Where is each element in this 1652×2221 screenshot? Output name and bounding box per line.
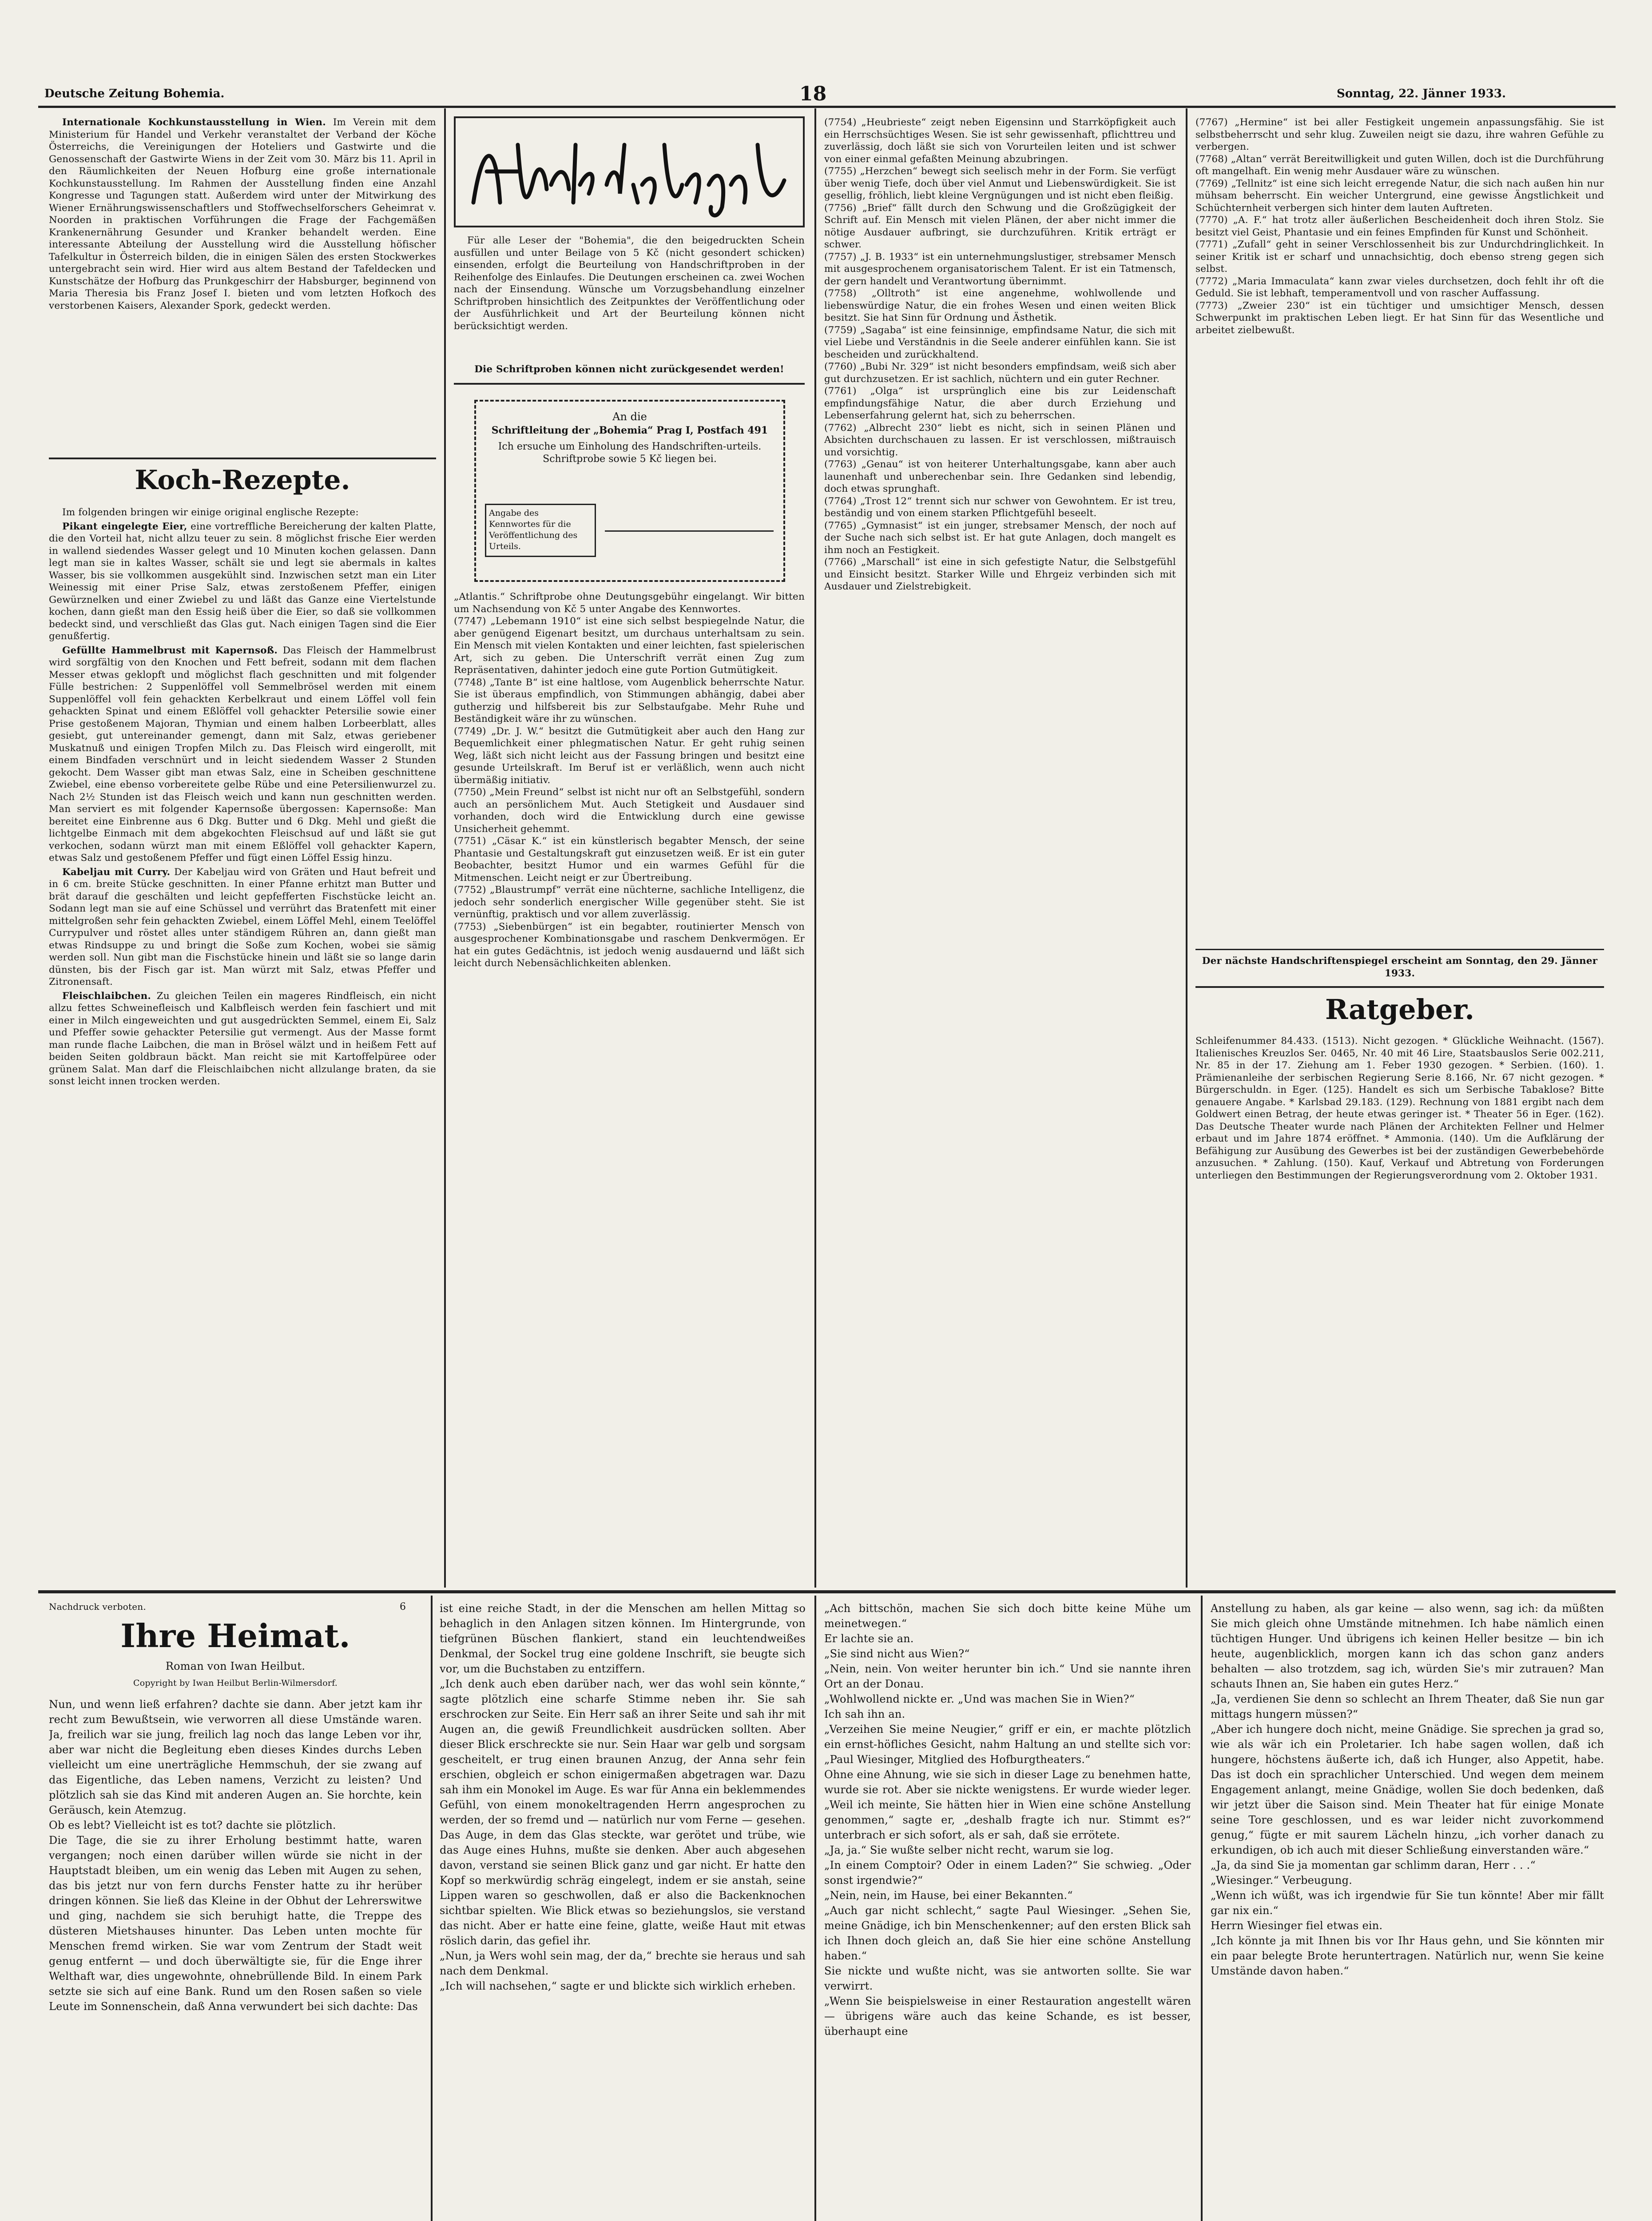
recipe-text: eine vortreffliche Bereicherung der kalten Platte, die den Vorteil hat, nicht allzu teuer zu sein. 8 möglichst frische Eier werden in wallend siedendes Wasser gelegt und 10 Minuten kochen gelassen. Dann legt man sie in kaltes Wasser, schält sie und legt sie abermals in kaltes Wasser, bis sie vollkommen ausgekühlt sind. Inzwischen setzt man ein Liter Weinessig mit einer Prise Salz, etwas zerstoßenem Pfeffer, einigen Gewürznelken und einer Zwiebel zu und läßt das Ganze eine Viertelstunde kochen, dann gießt man den Essig heiß über die Eier, so daß sie vollkommen bedeckt sind, und verschließt das Glas gut. Nach einigen Tagen sind die Eier genußfertig. bbox=[49, 521, 436, 642]
page-number: 18 bbox=[799, 83, 827, 105]
section-rule bbox=[454, 383, 805, 385]
header-date: Sonntag, 22. Jänner 1933. bbox=[1337, 87, 1506, 100]
novel-subtitle: Roman von Iwan Heilbut. bbox=[165, 1660, 306, 1672]
column-rule bbox=[1186, 108, 1187, 1588]
coupon-field-label: Angabe des Kennwortes für die Veröffentlichung des Urteils. bbox=[485, 504, 596, 557]
recipe-title: Fleischlaibchen. bbox=[62, 990, 151, 1002]
article-kochrezepte bbox=[49, 506, 436, 1586]
masthead-left: Deutsche Zeitung Bohemia. bbox=[44, 87, 225, 100]
column-rule bbox=[814, 1596, 816, 2221]
column-rule bbox=[814, 108, 816, 1588]
column-rule bbox=[1201, 1596, 1203, 2221]
section-rule bbox=[1195, 949, 1604, 950]
recipe-text: Zu gleichen Teilen ein mageres Rindfleisch, ein nicht allzu fettes Schweinefleisch und Kalbfleisch werden fein faschiert und mit einer in Milch eingeweichten und gut ausgedrückten Semmel, einem Ei, Salz und Pfeffer sowie gehackter Petersilie gut vermengt. Aus der Masse formt man runde flache Laibchen, die man in Brösel wälzt und in heißem Fett auf beiden Seiten goldbraun bäckt. Man reicht sie mit Kartoffelpüree oder grünem Salat. Man darf die Fleischlaibchen nicht allzulange braten, da sie sonst leicht innen trocken werden. bbox=[49, 990, 436, 1087]
article-lead: Internationale Kochkunstausstellung in Wien. bbox=[62, 117, 326, 128]
handschrift-intro bbox=[454, 235, 805, 359]
column-rule bbox=[431, 1596, 433, 2221]
section-rule bbox=[49, 458, 436, 459]
coupon-text: Ich ersuche um Einholung des Handschriften-urteils. Schriftprobe sowie 5 Kč liegen bei. bbox=[498, 441, 762, 465]
handschrift-intro-text: Für alle Leser der "Bohemia", die den beigedruckten Schein ausfüllen und unter Beilage von 5 Kč (nicht gesondert schicken) einsenden, erfolgt die Beurteilung von Handschriftproben in der Reihenfolge des Einlaufes. Die Deutungen erscheinen ca. zwei Wochen nach der Einsendung. Wünsche um Vorzugsbehandlung einzelner Schriftproben hinsichtlich des Zeitpunktes der Veröffentlichung oder der Ausführlichkeit und Art der Beurteilung können nicht berücksichtigt werden. bbox=[454, 235, 805, 332]
header-rule bbox=[38, 106, 1616, 108]
section-rule bbox=[1195, 986, 1604, 988]
article-body: Im Verein mit dem Ministerium für Handel und Verkehr veranstaltet der Verband der Köche Österreichs, die Vereinigungen der Hoteliers und Gastwirte und die Genossenschaft der Gastwirte Wiens in der Zeit vom 30. März bis 11. April in den Räumlichkeiten der Neuen Hofburg eine große internationale Kochkunstausstellung. Im Rahmen der Ausstellung finden eine Anzahl Kongresse und Tagungen statt. Außerdem wird unter der Mitwirkung des Wiener Ernährungswissenschaftlers und Stoffwechselforschers Geheimrat v. Noorden in praktischen Vorführungen die Frage der Fachgemäßen Krankenernährung Gesunder und Kranker behandelt werden. Eine interessante Abteilung der Ausstellung wird die Ausstellung höfischer Tafelkultur in Österreich bilden, die in einigen Sälen des ersten Stockwerkes untergebracht sein wird. Hier wird aus altem Bestand der Tafeldecken und Kunstschätze der Hofburg das Prunkgeschirr der Habsburger, beginnend von Maria Theresia bis Franz Josef I. bieten und vom letzten Hofkoch des verstorbenen Kaisers, Alexander Spork, gedeckt werden. bbox=[49, 117, 436, 311]
novel-column-4: Anstellung zu haben, als gar keine — also wenn, sag ich: da müßten Sie mich gleich ohne Umstände mitnehmen. Ich habe nämlich einen tüchtigen Hunger. Und übrigens ich keinen Heller besitze — bin ich heute, augenblicklich, morgen kann ich das schon ganz anders behalten — also trotzdem, sag ich, würden Sie's mir zutrauen? Man schauts Ihnen an, Sie haben ein gutes Herz.“ „Ja, verdienen Sie denn so schlecht an Ihrem Theater, daß Sie nun gar mittags hungern müssen?“ „Aber ich hungere doch nicht, meine Gnädige. Sie sprechen ja grad so, wie als wär ich ein Proletarier. Ich habe sagen wollen, daß ich hungere, höchstens äußerte ich, daß ich Hunger, also Appetit, habe. Das ist doch ein sprachlicher Unterschied. Und wegen dem meinem Engagement anlangt, meine Gnädige, wollen Sie doch bedenken, daß wir jetzt über die Saison sind. Mein Theater hat für einige Monate seine Tore geschlossen, und es war leider nicht zuvorkommend genug,“ fügte er mit saurem Lächeln hinzu, „ich vorher danach zu erkundigen, ob ich auch mit dieser Schließung einverstanden wäre.“ „Ja, da sind Sie ja momentan gar schlimm daran, Herr . . .“ „Wiesinger.“ Verbeugung. „Wenn ich wüßt, was ich irgendwie für Sie tun könnte! Aber mir fällt gar nix ein.“ Herrn Wiesinger fiel etwas ein. „Ich könnte ja mit Ihnen bis vor Ihr Haus gehn, und Sie könnten mir ein paar belegte Brote heruntertragen. Natürlich nur, wenn Sie keine Umstände davon haben.“ bbox=[1211, 1602, 1604, 1977]
handschrift-title-box bbox=[454, 116, 805, 227]
feuilleton-rule bbox=[38, 1590, 1616, 1593]
coupon-address: Schriftleitung der „Bohemia“ Prag I, Postfach 491 bbox=[491, 425, 768, 436]
column-rule bbox=[444, 108, 446, 1588]
handschrift-title-logo bbox=[456, 118, 803, 226]
handschrift-entries-col4: (7767) „Hermine“ ist bei aller Festigkeit ungemein anpassungsfähig. Sie ist selbstbeherrscht und sehr klug. Zuweilen neigt sie dazu, ihre wahren Gefühle zu verbergen. (7768) „Altan“ verrät Bereitwilligkeit und guten Willen, doch ist die Durchführung oft mangelhaft. Ein wenig mehr Ausdauer wäre zu wünschen. (7769) „Tellnitz“ ist eine sich leicht erregende Natur, die sich nach außen hin nur mühsam beherrscht. Ein weicher Untergrund, eine gewisse Ängstlichkeit und Schüchternheit verbergen sich hinter dem lauten Auftreten. (7770) „A. F.“ hat trotz aller äußerlichen Bescheidenheit doch ihren Stolz. Sie besitzt viel Geist, Phantasie und ein feines Empfinden für Kunst und Schönheit. (7771) „Zufall“ geht in seiner Verschlossenheit bis zur Undurchdringlichkeit. In seiner Kritik ist er scharf und unnachsichtig, doch ebenso streng gegen sich selbst. (7772) „Maria Immaculata“ kann zwar vieles durchsetzen, doch fehlt ihr oft die Geduld. Sie ist lebhaft, temperamentvoll und von rascher Auffassung. (7773) „Zweier 230“ ist ein tüchtiger und umsichtiger Mensch, dessen Schwerpunkt im praktischen Leben liegt. Er hat Sinn für das Wesentliche und arbeitet zielbewußt. bbox=[1195, 117, 1604, 336]
recipe-text: Der Kabeljau wird von Gräten und Haut befreit und in 6 cm. breite Stücke geschnitten. In einer Pfanne erhitzt man Butter und brät darauf die geschälten und leicht gepfefferten Fischstücke leicht an. Sodann legt man sie auf eine Schüssel und verrührt das Bratenfett mit einer mittelgroßen sehr fein gehackten Zwiebel, einem Löffel Mehl, einem Teelöffel Currypulver und röstet alles unter ständigem Rühren an, dann gießt man etwas Rindsuppe zu und bringt die Soße zum Kochen, wobei sie sämig werden soll. Nun gibt man die Fischstücke hinein und läßt sie so lange darin dünsten, bis der Fisch gar ist. Man würzt mit Salz, etwas Pfeffer und Zitronensaft. bbox=[49, 866, 436, 987]
handschrift-entries: „Atlantis.“ Schriftprobe ohne Deutungsgebühr eingelangt. Wir bitten um Nachsendung von Kč 5 unter Angabe des Kennwortes. (7747) „Lebemann 1910“ ist eine sich selbst bespiegelnde Natur, die aber genügend Eigenart besitzt, um durchaus unterhaltsam zu sein. Ein Mensch mit vielen Kontakten und einer leichten, fast spielerischen Art, sich zu geben. Die Unterschrift verrät einen Zug zum Repräsentativen, dahinter jedoch eine gute Portion Gutmütigkeit. (7748) „Tante B“ ist eine haltlose, vom Augenblick beherrschte Natur. Sie ist überaus empfindlich, von Stimmungen abhängig, dabei aber gutherzig und hilfsbereit bis zur Selbstaufgabe. Mehr Ruhe und Beständigkeit wäre ihr zu wünschen. (7749) „Dr. J. W.“ besitzt die Gutmütigkeit aber auch den Hang zur Bequemlichkeit einer phlegmatischen Natur. Er geht ruhig seinen Weg, läßt sich nicht leicht aus der Fassung bringen und besitzt eine gesunde Urteilskraft. Im Beruf ist er verläßlich, wenn auch nicht übermäßig initiativ. (7750) „Mein Freund“ selbst ist nicht nur oft an Selbstgefühl, sondern auch an persönlichem Mut. Auch Stetigkeit und Ausdauer sind vorhanden, doch wird die Entwicklung durch eine gewisse Unsicherheit gehemmt. (7751) „Cäsar K.“ ist ein künstlerisch begabter Mensch, der seine Phantasie und Gestaltungskraft gut einzusetzen weiß. Er ist ein guter Beobachter, besitzt Humor und ein warmes Gefühl für die Mitmenschen. Leicht neigt er zur Übertreibung. (7752) „Blaustrumpf“ verrät eine nüchterne, sachliche Intelligenz, die jedoch sehr sonderlich energischer Wille gegenüber steht. Sie ist vernünftig, praktisch und vor allem zuverlässig. (7753) „Siebenbürgen“ ist ein begabter, routinierter Mensch von ausgesprochener Kombinationsgabe und raschem Denkvermögen. Er hat ein gutes Gedächtnis, ist jedoch wenig ausdauernd und läßt sich leicht durch Nebensächlichkeiten ablenken. bbox=[454, 591, 805, 969]
novel-column-1: Nun, und wenn ließ erfahren? dachte sie dann. Aber jetzt kam ihr recht zum Bewußtsein, wie verworren all diese Umstände waren. Ja, freilich war sie jung, freilich lag noch das lange Leben vor ihr, aber war nicht die Begleitung eben dieses Kindes durchs Leben vielleicht um eine unerträgliche Hemmschuh, der sie zwang auf das Eigentliche, das Leben namens, Verzicht zu leisten? Und plötzlich sah sie das Kind mit anderen Augen an. Sie horchte, kein Geräusch, kein Atemzug. Ob es lebt? Vielleicht ist es tot? dachte sie plötzlich. Die Tage, die sie zu ihrer Erholung bestimmt hatte, waren vergangen; noch einen darüber willen würde sie nicht in der Hauptstadt bleiben, um ein wenig das Leben mit Augen zu sehen, das bis jetzt nur von fern durchs Fenster hatte zu ihr herüber dringen können. Sie ließ das Kleine in der Obhut der Lehrerswitwe und ging, nachdem sie sich beruhigt hatte, die Treppe des düsteren Mietshauses hinunter. Das Leben unten mochte für Menschen fremd wirken. Sie war vom Zentrum der Stadt weit genug entfernt — und doch überwältigte sie, für die Enge ihrer Welthaft war, dies ungewohnte, ohnebrüllende Bild. In einem Park setzte sie sich auf eine Bank. Rund um den Rosen saßen so viele Leute im Sonnenschein, daß Anna verwundert bei sich dachte: Das bbox=[49, 1698, 422, 2013]
ratgeber-text: Schleifenummer 84.433. (1513). Nicht gezogen. * Glückliche Weihnacht. (1567). Italienisches Kreuzlos Ser. 0465, Nr. 40 mit 46 Lire, Staatsbauslos Serie 002.211, Nr. 85 in der 17. Ziehung am 1. Feber 1930 gezogen. * Serbien. (160). 1. Prämienanleihe der serbischen Regierung Serie 8.166, Nr. 67 nicht gezogen. * Bürgerschuldn. in Eger. (125). Handelt es sich um Serbische Tabaklose? Bitte genauere Angabe. * Karlsbad 29.183. (129). Rechnung von 1881 ergibt nach dem Goldwert einen Betrag, der heute etwas geringer ist. * Theater 56 in Eger. (162). Das Deutsche Theater wurde nach Plänen der Architekten Fellner und Helmer erbaut und im Jahre 1874 eröffnet. * Ammonia. (140). Um die Aufklärung der Befähigung zur Ausübung des Gewerbes ist bei der zuständigen Gewerbebehörde anzusuchen. * Zahlung. (150). Kauf, Verkauf und Abtretung von Forderungen unterliegen den Bestimmungen der Regierungsverordnung vom 2. Oktober 1931. bbox=[1195, 1035, 1604, 1181]
novel-copyright: Copyright by Iwan Heilbut Berlin-Wilmersdorf. bbox=[133, 1678, 338, 1688]
recipe-text: Das Fleisch der Hammelbrust wird sorgfältig von den Knochen und Fett befreit, sodann mit dem flachen Messer etwas geklopft und möglichst flach geschnitten und mit folgender Fülle bestrichen: 2 Suppenlöffel voll Semmelbrösel werden mit einem Suppenlöffel voll fein gehackten Kerbelkraut und einem Löffel voll fein gehackten Spinat und einem Eßlöffel voll gehackter Petersilie sowie einer Prise gestoßenem Majoran, Thymian und einem halben Lorbeerblatt, alles gesiebt, gut untereinander gemengt, dann mit Salz, etwas geriebener Muskatnuß und einigen Tropfen Milch zu. Das Fleisch wird eingerollt, mit einem Bindfaden verschnürt und in leicht siedendem Wasser 2 Stunden gekocht. Dem Wasser gibt man etwas Salz, eine in Scheiben geschnittene Zwiebel, eine ebenso vorbereitete gelbe Rübe und eine Petersilienwurzel zu. Nach 2½ Stunden ist das Fleisch weich und kann nun geschnitten werden. Man serviert es mit folgender Kapernsoße übergossen: Kapernsoße: Man bereitet eine Einbrenne aus 6 Dkg. Butter und 6 Dkg. Mehl und gießt die lichtgelbe Einmach mit dem abgekochten Fleischsud auf und läßt sie gut verkochen, sodann würzt man mit einem Eßlöffel voll gehackter Kapern, etwas Salz und gestoßenem Pfeffer und fügt einen Löffel Essig hinzu. bbox=[49, 645, 436, 864]
handschrift-entries-col3: (7754) „Heubrieste“ zeigt neben Eigensinn und Starrköpfigkeit auch ein Herrschsüchtiges Wesen. Sie ist sehr gewissenhaft, pflichttreu und zuverlässig, doch läßt sie sich von Vorurteilen leiten und ist schwer von einer einmal gefaßten Meinung abzubringen. (7755) „Herzchen“ bewegt sich seelisch mehr in der Form. Sie verfügt über wenig Tiefe, doch über viel Anmut und Liebenswürdigkeit. Sie ist gesellig, fröhlich, liebt kleine Vergnügungen und ist nicht eben fleißig. (7756) „Brief“ fällt durch den Schwung und die Großzügigkeit der Schrift auf. Ein Mensch mit vielen Plänen, der aber nicht immer die nötige Ausdauer aufbringt, sie durchzuführen. Kritik erträgt er schwer. (7757) „J. B. 1933“ ist ein unternehmungslustiger, strebsamer Mensch mit ausgesprochenem organisatorischem Talent. Er ist ein Tatmensch, der gern handelt und Verantwortung übernimmt. (7758) „Olltroth“ ist eine angenehme, wohlwollende und liebenswürdige Natur, die ein frohes Wesen und einen weiten Blick besitzt. Sie hat Sinn für Ordnung und Ästhetik. (7759) „Sagaba“ ist eine feinsinnige, empfindsame Natur, die sich mit viel Liebe und Verständnis in die Seele anderer einfühlen kann. Sie ist bescheiden und zurückhaltend. (7760) „Bubi Nr. 329“ ist nicht besonders empfindsam, weiß sich aber gut durchzusetzen. Er ist sachlich, nüchtern und ein guter Rechner. (7761) „Olga“ ist ursprünglich eine bis zur Leidenschaft empfindungsfähige Natur, die aber durch Erziehung und Lebenserfahrung gelernt hat, sich zu beherrschen. (7762) „Albrecht 230“ liebt es nicht, sich in seinen Plänen und Absichten durchschauen zu lassen. Er ist verschlossen, mißtrauisch und vorsichtig. (7763) „Genau“ ist von heiterer Unterhaltungsgabe, kann aber auch launenhaft und unberechenbar sein. Ihre Gedanken sind lebendig, doch etwas sprunghaft. (7764) „Trost 12“ trennt sich nur schwer von Gewohntem. Er ist treu, beständig und von einem starken Pflichtgefühl beseelt. (7765) „Gymnasist“ ist ein junger, strebsamer Mensch, der noch auf der Suche nach sich selbst ist. Er hat gute Anlagen, doch mangelt es ihm noch an Festigkeit. (7766) „Marschall“ ist eine in sich gefestigte Natur, die Selbstgefühl und Einsicht besitzt. Starker Wille und Ehrgeiz verbinden sich mit Ausdauer und Zielstrebigkeit. bbox=[824, 117, 1176, 592]
novel-column-2: ist eine reiche Stadt, in der die Menschen am hellen Mittag so behaglich in den Anlagen sitzen können. Im Hintergrunde, von tiefgrünen Büschen flankiert, stand ein leuchtendweißes Denkmal, der Sockel trug eine goldene Inschrift, sie beugte sich vor, um die Buchstaben zu entziffern. „Ich denk auch eben darüber nach, wer das wohl sein könnte,“ sagte plötzlich eine scharfe Stimme neben ihr. Sie sah erschrocken zur Seite. Ein Herr saß an ihrer Seite und sah ihr mit Augen an, die gewiß Freundlichkeit ausdrücken sollten. Aber dieser Blick erschreckte sie nur. Sein Haar war gelb und sorgsam gescheitelt, er trug einen braunen Anzug, der Anna sehr fein erschien, obgleich er schon einigermaßen abgetragen war. Dazu sah ihm ein Monokel im Auge. Es war für Anna ein beklemmendes Gefühl, von einem monokeltragenden Herrn angesprochen zu werden, der so fremd und — natürlich nur vom Ferne — gesehen. Das Auge, in dem das Glas steckte, war gerötet und trübe, wie das Auge eines Huhns, mußte sie denken. Aber auch abgesehen davon, verstand sie seinen Blick ganz und gar nicht. Er hatte den Kopf so merkwürdig schräg eingelegt, indem er sie anstah, seine Lippen waren so geschwollen, daß er also die Backenknochen sichtbar spielten. Wie Blick etwas so beziehungslos, sie verstand das nicht. Aber er hatte eine feine, glatte, weiße Haut mit etwas röslich darin, das gefiel ihr. „Nun, ja Wers wohl sein mag, der da,“ brechte sie heraus und sah nach dem Denkmal. „Ich will nachsehen,“ sagte er und blickte sich wirklich erheben. bbox=[440, 1602, 806, 1992]
chapter-number: 6 bbox=[400, 1601, 406, 1612]
recipe-title: Pikant eingelegte Eier, bbox=[62, 521, 187, 532]
ratgeber-title: Ratgeber. bbox=[1325, 993, 1474, 1026]
reprint-notice: Nachdruck verboten. bbox=[49, 1601, 146, 1612]
recipe-title: Gefüllte Hammelbrust mit Kapernsoß. bbox=[62, 645, 278, 656]
koch-intro: Im folgenden bringen wir einige original englische Rezepte: bbox=[62, 507, 359, 518]
novel-column-3: „Ach bittschön, machen Sie sich doch bitte keine Mühe um meinetwegen.“ Er lachte sie an. „Sie sind nicht aus Wien?“ „Nein, nein. Von weiter herunter bin ich.“ Und sie nannte ihren Ort an der Donau. „Wohlwollend nickte er. „Und was machen Sie in Wien?“ Ich sah ihn an. „Verzeihen Sie meine Neugier,“ griff er ein, er machte plötzlich ein ernst-höfliches Gesicht, nahm Haltung an und stellte sich vor: „Paul Wiesinger, Mitglied des Hofburgtheaters.“ Ohne eine Ahnung, wie sie sich in dieser Lage zu benehmen hatte, wurde sie rot. Aber sie nickte wenigstens. Er wurde wieder leger. „Weil ich meinte, Sie hätten hier in Wien eine schöne Anstellung genommen,“ sagte er, „deshalb fragte ich nur. Stimmt es?“ unterbrach er sich sofort, als er sah, daß sie errötete. „Ja, ja.“ Sie wußte selber nicht recht, warum sie log. „In einem Comptoir? Oder in einem Laden?“ Sie schwieg. „Oder sonst irgendwie?“ „Nein, nein, im Hause, bei einer Bekannten.“ „Auch gar nicht schlecht,“ sagte Paul Wiesinger. „Sehen Sie, meine Gnädige, ich bin Menschenkenner; auf den ersten Blick sah ich Ihnen doch gleich an, daß Sie hier eine schöne Anstellung haben.“ Sie nickte und wußte nicht, was sie antworten sollte. Sie war verwirrt. „Wenn Sie beispielsweise in einer Restauration angestellt wären — übrigens wäre auch das keine Schande, es ist besser, überhaupt eine bbox=[824, 1602, 1191, 2038]
handschrift-notice: Die Schriftproben können nicht zurückgesendet werden! bbox=[474, 364, 784, 375]
novel-title: Ihre Heimat. bbox=[120, 1617, 350, 1655]
recipe-title: Kabeljau mit Curry. bbox=[62, 866, 171, 878]
koch-title: Koch-Rezepte. bbox=[135, 465, 350, 496]
handschrift-next-notice: Der nächste Handschriftenspiegel erscheint am Sonntag, den 29. Jänner 1933. bbox=[1202, 955, 1598, 979]
coupon-to: An die bbox=[612, 410, 647, 423]
coupon bbox=[474, 400, 785, 582]
coupon-write-line[interactable] bbox=[605, 530, 774, 532]
article-kochkunst bbox=[49, 116, 436, 454]
